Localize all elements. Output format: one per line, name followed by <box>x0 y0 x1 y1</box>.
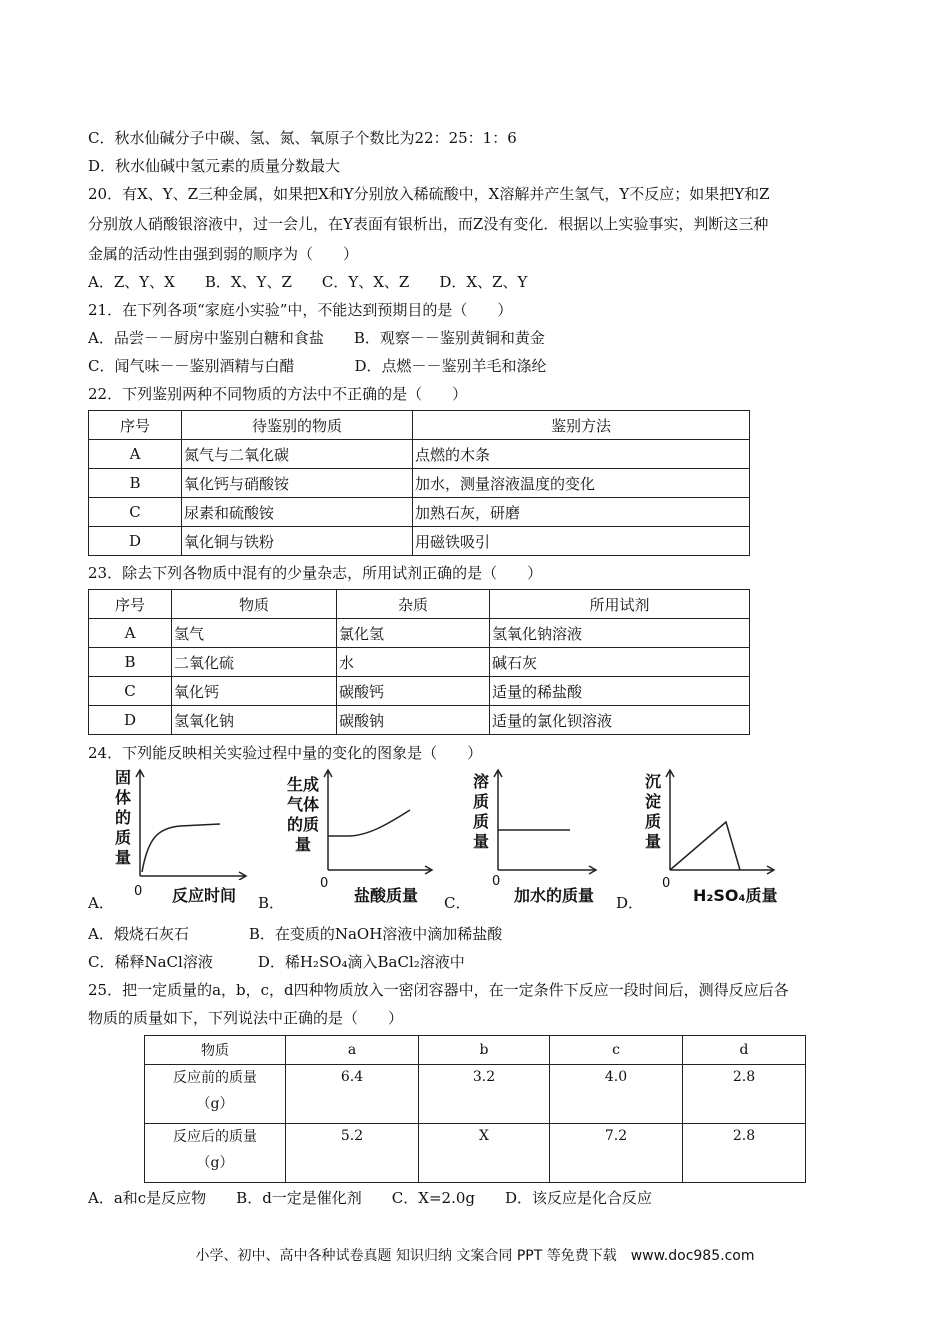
table-row <box>89 498 750 527</box>
table-cell: 反应前的质量 （g） <box>145 1065 286 1124</box>
table-cell: 加熟石灰，研磨 <box>413 498 750 527</box>
q25-stem-line1: 25．把一定质量的a，b，c，d四种物质放入一密闭容器中，在一定条件下反应一段时间后，测得反应后各 <box>88 981 789 999</box>
graph-x-label: H₂SO₄质量 <box>693 886 778 905</box>
q20-stem-line1: 20．有X、Y、Z三种金属，如果把X和Y分别放入稀硫酸中，X溶解并产生氢气，Y不反应；如果把Y和Z <box>88 185 770 203</box>
table-header-cell: 序号 <box>89 590 172 619</box>
table-cell: 水 <box>337 648 490 677</box>
table-cell: 氯化氢 <box>337 619 490 648</box>
table-cell: 5.2 <box>286 1124 419 1183</box>
graph-origin: 0 <box>320 876 329 891</box>
q20-stem-line3: 金属的活动性由强到弱的顺序为（ ） <box>88 245 359 263</box>
table-header-cell: d <box>683 1036 806 1065</box>
q25-stem-line2: 物质的质量如下，下列说法中正确的是（ ） <box>88 1009 404 1027</box>
graph-origin: 0 <box>662 876 671 891</box>
table-header-cell: b <box>419 1036 550 1065</box>
table-cell: 碳酸钠 <box>337 706 490 735</box>
graph-b-plot <box>318 768 436 876</box>
q22-table <box>88 410 750 556</box>
table-header-cell: 物质 <box>145 1036 286 1065</box>
table-cell: 4.0 <box>550 1065 683 1124</box>
graph-y-label: 生成 气体 的质 量 <box>286 775 319 854</box>
q20-options: A．Z、Y、X B．X、Y、Z C．Y、X、Z D．X、Z、Y <box>88 273 528 291</box>
graph-label: D． <box>616 894 644 912</box>
table-cell: A <box>89 619 172 648</box>
table-header-cell: a <box>286 1036 419 1065</box>
graph-x-label: 加水的质量 <box>514 886 595 905</box>
table-row <box>89 411 750 440</box>
table-header-cell: 鉴别方法 <box>413 411 750 440</box>
table-row <box>89 619 750 648</box>
table-row <box>89 469 750 498</box>
table-header-cell: 物质 <box>172 590 337 619</box>
q22-stem: 22．下列鉴别两种不同物质的方法中不正确的是（ ） <box>88 385 468 403</box>
table-cell: 适量的氯化钡溶液 <box>490 706 750 735</box>
table-cell: C <box>89 498 182 527</box>
table-header-cell: 杂质 <box>337 590 490 619</box>
table-row <box>89 527 750 556</box>
graph-x-label: 盐酸质量 <box>354 886 419 905</box>
q24-stem: 24．下列能反映相关实验过程中量的变化的图象是（ ） <box>88 744 483 762</box>
table-row <box>89 706 750 735</box>
graph-d-plot <box>660 768 778 876</box>
page-footer: 小学、初中、高中各种试卷真题 知识归纳 文案合同 PPT 等免费下载 www.doc985.com <box>195 1248 755 1264</box>
table-cell: 氢氧化钠溶液 <box>490 619 750 648</box>
table-cell: 2.8 <box>683 1124 806 1183</box>
q20-stem-line2: 分别放人硝酸银溶液中，过一会儿，在Y表面有银析出，而Z没有变化．根据以上实验事实，判断这三种 <box>88 215 769 233</box>
table-cell: 氧化钙与硝酸铵 <box>182 469 413 498</box>
table-cell: 3.2 <box>419 1065 550 1124</box>
table-cell: 用磁铁吸引 <box>413 527 750 556</box>
q25-options: A．a和c是反应物 B．d一定是催化剂 C．X=2.0g D．该反应是化合反应 <box>88 1189 653 1207</box>
graph-a-plot <box>130 768 250 880</box>
table-header-cell: 所用试剂 <box>490 590 750 619</box>
graph-y-label: 固 体 的 质 量 <box>114 768 131 867</box>
table-cell: 氢氧化钠 <box>172 706 337 735</box>
table-cell: 碱石灰 <box>490 648 750 677</box>
table-cell: B <box>89 648 172 677</box>
graph-label: B． <box>258 894 285 912</box>
table-row <box>145 1036 806 1065</box>
table-cell: X <box>419 1124 550 1183</box>
table-row <box>89 440 750 469</box>
table-cell: 氧化铜与铁粉 <box>182 527 413 556</box>
q21-stem: 21．在下列各项“家庭小实验”中，不能达到预期目的是（ ） <box>88 301 513 319</box>
table-cell: 尿素和硫酸铵 <box>182 498 413 527</box>
table-cell: 氢气 <box>172 619 337 648</box>
table-cell: 碳酸钙 <box>337 677 490 706</box>
table-cell: 二氧化硫 <box>172 648 337 677</box>
graph-origin: 0 <box>134 884 143 899</box>
q19-option-d: D．秋水仙碱中氢元素的质量分数最大 <box>88 157 341 175</box>
table-cell: 点燃的木条 <box>413 440 750 469</box>
table-cell: A <box>89 440 182 469</box>
table-row <box>145 1124 806 1183</box>
q25-table <box>144 1035 806 1183</box>
graph-label: C． <box>444 894 471 912</box>
graph-label: A． <box>88 894 114 912</box>
graph-origin: 0 <box>492 874 501 889</box>
table-header-cell: 序号 <box>89 411 182 440</box>
graph-c-plot <box>488 768 600 876</box>
table-row <box>89 590 750 619</box>
table-cell: D <box>89 527 182 556</box>
table-cell: 加水，测量溶液温度的变化 <box>413 469 750 498</box>
table-row <box>89 677 750 706</box>
q21-options-cd: C．闻气味－－鉴别酒精与白醋 D．点燃－－鉴别羊毛和涤纶 <box>88 357 547 375</box>
table-cell: B <box>89 469 182 498</box>
table-cell: C <box>89 677 172 706</box>
table-row <box>145 1065 806 1124</box>
table-header-cell: 待鉴别的物质 <box>182 411 413 440</box>
table-cell: 氮气与二氧化碳 <box>182 440 413 469</box>
q24-options-cd: C．稀释NaCl溶液 D．稀H₂SO₄滴入BaCl₂溶液中 <box>88 953 465 971</box>
table-header-cell: c <box>550 1036 683 1065</box>
table-cell: 6.4 <box>286 1065 419 1124</box>
q21-options-ab: A．品尝－－厨房中鉴别白糖和食盐 B．观察－－鉴别黄铜和黄金 <box>88 329 545 347</box>
table-cell: D <box>89 706 172 735</box>
table-cell: 氧化钙 <box>172 677 337 706</box>
q19-option-c: C．秋水仙碱分子中碳、氢、氮、氧原子个数比为22：25：1：6 <box>88 129 517 147</box>
table-cell: 7.2 <box>550 1124 683 1183</box>
q23-stem: 23．除去下列各物质中混有的少量杂志，所用试剂正确的是（ ） <box>88 564 543 582</box>
table-cell: 反应后的质量 （g） <box>145 1124 286 1183</box>
graph-x-label: 反应时间 <box>172 886 237 905</box>
table-cell: 2.8 <box>683 1065 806 1124</box>
graph-y-label: 沉 淀 质 量 <box>644 772 661 851</box>
table-row <box>89 648 750 677</box>
graph-y-label: 溶 质 质 量 <box>472 772 489 851</box>
table-cell: 适量的稀盐酸 <box>490 677 750 706</box>
q23-table <box>88 589 750 735</box>
q24-options-ab: A．煅烧石灰石 B．在变质的NaOH溶液中滴加稀盐酸 <box>88 925 503 943</box>
